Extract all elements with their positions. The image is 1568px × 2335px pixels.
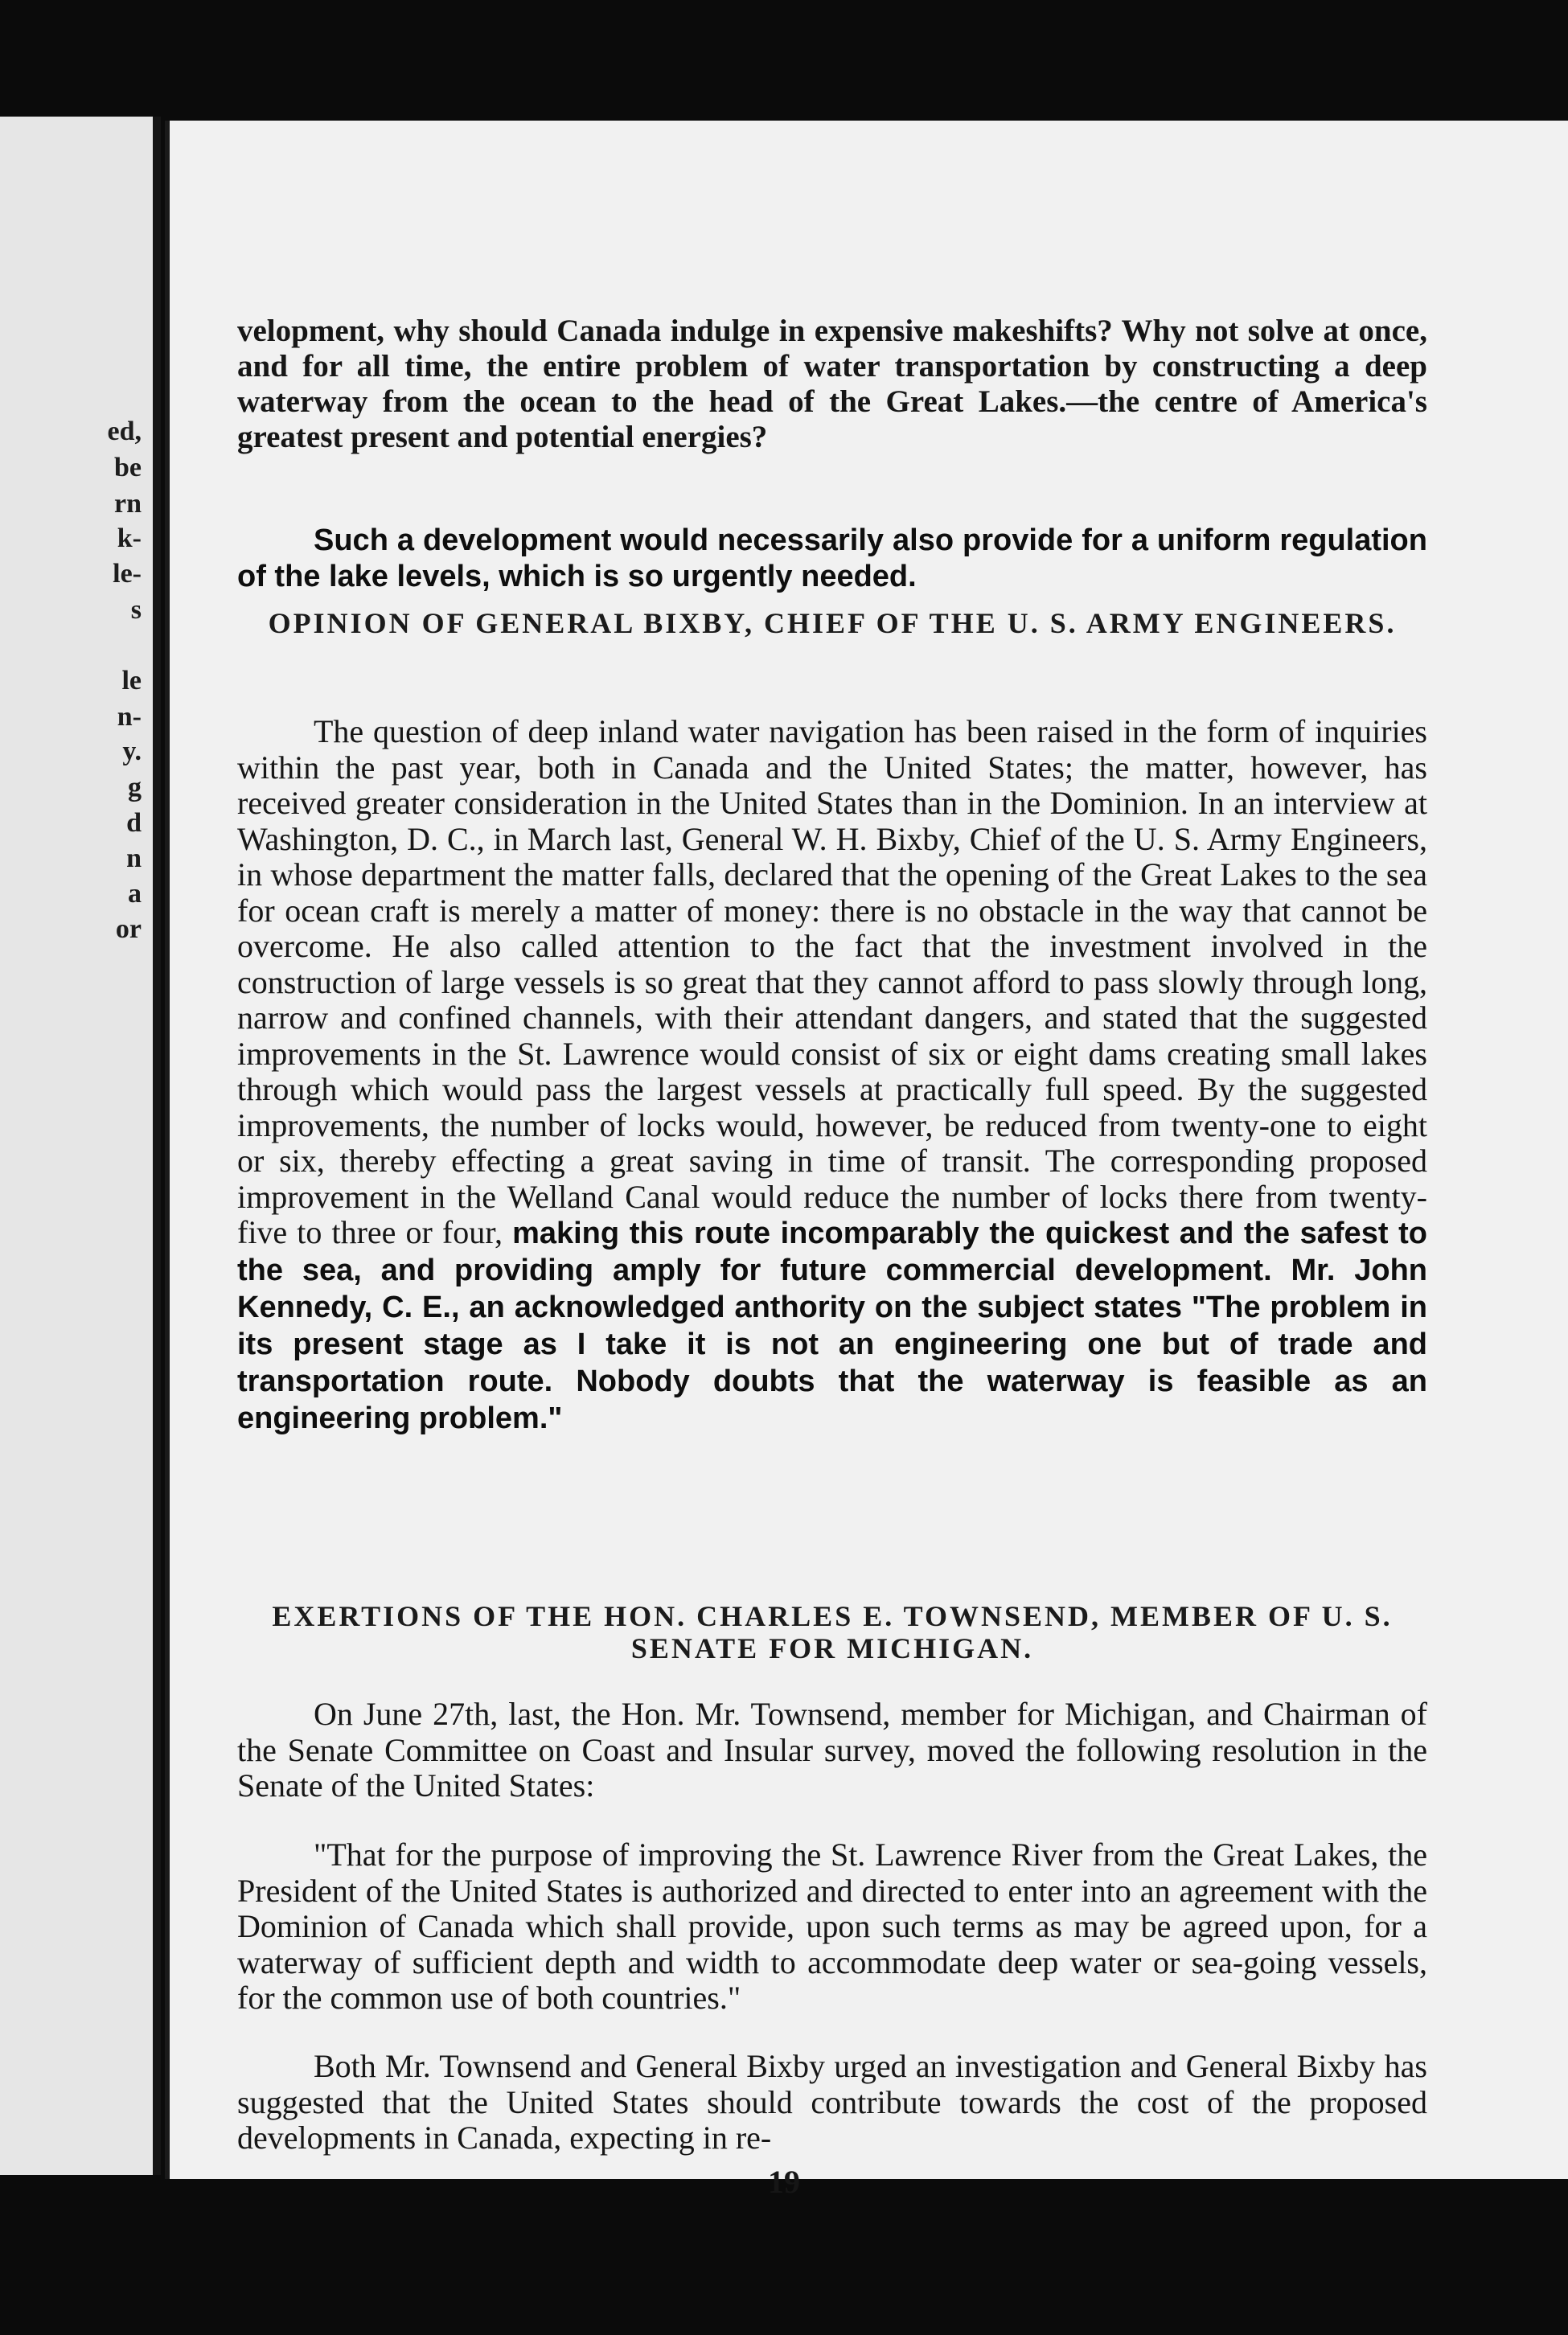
margin-fragment: g [128,773,142,802]
paragraph-1: velopment, why should Canada indulge in expensive makeshifts? Why not solve at once, and for all time, the entire problem of water transportation by constructing a deep waterway from the ocean to the head of the Great Lakes.—the centre of America's greatest present and potential energies? [237,314,1427,454]
margin-fragment: n- [117,702,142,732]
resolution-quote: "That for the purpose of improving the St. Lawrence River from the Great Lakes, the President of the United States is authorized and directed to enter into an agreement with the Dominion of Canada which shall provide, upon such terms as may be agreed upon, for a waterway of sufficient depth and width to accommodate deep water or sea-going vessels, for the common use of both countries." [237,1836,1427,2016]
paragraph-3-text: The question of deep inland water navigation has been raised in the form of inquiries within the past year, both in Canada and the United States; the matter, however, has received greater consideration in the United States than in the Dominion. In an interview at Washington, D. C., in March last, General W. H. Bixby, Chief of the U. S. Army Engineers, in whose department the matter falls, declared that the opening of the Great Lakes to the sea for ocean craft is merely a matter of money: there is no obstacle in the way that cannot be overcome. He also called attention to the fact that the investment involved in the construction of large vessels is so great that they cannot afford to pass slowly through long, narrow and confined channels, with their attendant dangers, and stated that the suggested improvements in the St. Lawrence would consist of six or eight dams creating small lakes through which would pass the largest vessels at practically full speed. By the suggested improvements, the number of locks would, however, be reduced from twenty-one to eight or six, thereby effecting a great saving in time of transit. The corresponding proposed improvement in the Welland Canal would reduce the number of locks there from twenty-five to three or four, [237,713,1427,1250]
section-heading-bixby: OPINION OF GENERAL BIXBY, CHIEF OF THE U. S. ARMY ENGINEERS. [268,607,1397,639]
margin-fragment: a [128,879,142,909]
margin-fragment: d [126,808,142,838]
margin-fragment: rn [114,489,142,519]
margin-fragment: s [130,595,142,625]
paragraph-2-bold: Such a development would necessarily also provide for a uniform regulation of the lake levels, which is so urgently needed. [237,523,1427,593]
paragraph-4: On June 27th, last, the Hon. Mr. Townsend, member for Michigan, and Chairman of the Senate Committee on Coast and Insular survey, moved the following resolution in the Senate of the United States: [237,1696,1427,1804]
paragraph-3 [237,714,1427,1437]
paragraph-3-bold-text: making this route incomparably the quickest and the safest to the sea, and providing amply for future commercial development. Mr. John Kennedy, C. E., an acknowledged anthority on the subject states "The problem in its present stage as I take it is not an engineering one but of trade and transportation route. Nobody doubts that the waterway is feasible as an engineering problem." [237,1217,1427,1435]
page-number: 19 [768,2164,800,2200]
margin-fragment: le- [113,559,142,589]
previous-page-edge [0,117,161,2175]
margin-fragment: le [121,666,142,696]
paragraph-5: Both Mr. Townsend and General Bixby urged an investigation and General Bixby has suggested that the United States should contribute towards the cost of the proposed developments in Canada, expecting in re- [237,2048,1427,2156]
margin-fragment: ed, [107,417,142,446]
margin-fragment: k- [117,523,142,553]
margin-fragment: or [115,914,142,944]
margin-fragment: n [126,843,142,873]
section-heading-townsend: EXERTIONS OF THE HON. CHARLES E. TOWNSEND, MEMBER OF U. S. SENATE FOR MICHIGAN. [272,1600,1393,1664]
margin-fragment: be [114,453,142,482]
margin-fragment: y. [122,737,142,766]
